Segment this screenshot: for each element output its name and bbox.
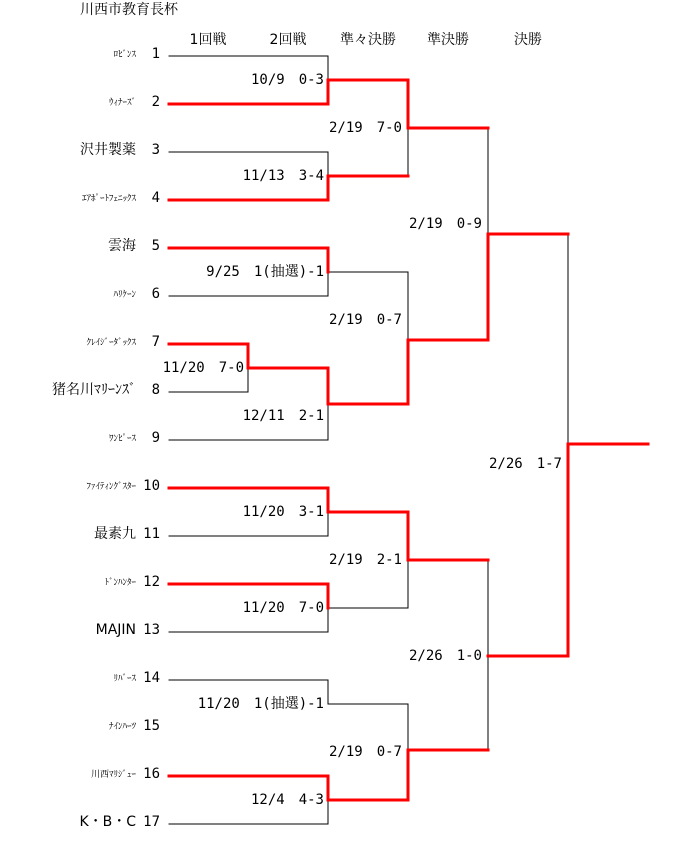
team-name: ﾘﾊﾞｰｽ [113,674,136,684]
winner-path [169,248,328,272]
team-seed: 4 [151,190,160,206]
team-name: ﾄﾞﾝﾊﾝﾀｰ [104,578,136,588]
team-seed: 7 [151,334,160,350]
winner-path [488,444,648,656]
team-name: 猪名川ﾏﾘｰﾝｽﾞ [52,382,136,398]
winner-path [169,234,568,404]
team-seed: 16 [143,766,160,782]
round-header-5: 決勝 [514,32,542,48]
team-seed: 3 [151,142,160,158]
winner-path [169,584,328,608]
match-score: 9/25 1(抽選)-1 [206,264,324,280]
team-name: ﾊﾘｹｰﾝ [113,290,136,300]
match-score: 2/19 7-0 [328,120,402,136]
match-score: 2/19 2-1 [328,552,402,568]
team-name: ｴｱﾎﾟｰﾄﾌｪﾆｯｸｽ [81,194,136,204]
tournament-title: 川西市教育長杯 [80,2,178,18]
match-score: 11/20 7-0 [162,360,244,376]
team-seed: 14 [143,670,160,686]
team-name: 川西ﾏﾘｼﾞｭｰ [90,770,136,780]
match-score: 11/13 3-4 [242,168,324,184]
winner-path [169,176,408,200]
bracket-line [169,608,328,632]
bracket-line [328,512,408,608]
team-name: 最素九 [94,526,136,542]
bracket-line [328,272,408,340]
team-seed: 11 [143,526,160,542]
bracket-line [169,56,328,80]
team-seed: 8 [151,382,160,398]
match-score: 2/26 1-0 [408,648,482,664]
round-header-2: 2回戦 [269,32,307,48]
bracket-line [169,152,328,176]
team-seed: 6 [151,286,160,302]
bracket-line [169,404,328,440]
team-seed: 9 [151,430,160,446]
match-score: 2/19 0-7 [328,744,402,760]
team-seed: 5 [151,238,160,254]
match-score: 11/20 7-0 [242,600,324,616]
match-score: 10/9 0-3 [250,72,324,88]
match-score: 12/4 4-3 [250,792,324,808]
team-seed: 2 [151,94,160,110]
team-seed: 12 [143,574,160,590]
team-name: ｸﾚｲｼﾞｰﾀﾞｯｸｽ [86,338,136,348]
match-score: 2/26 1-7 [488,456,562,472]
winner-path [169,750,488,800]
bracket-line [169,800,328,824]
team-seed: 1 [151,46,160,62]
match-score: 2/19 0-9 [408,216,482,232]
team-name: ﾛﾋﾞﾝｽ [113,50,136,60]
bracket-line [169,680,328,704]
bracket-line [328,128,408,176]
team-seed: 15 [143,718,160,734]
bracket-line [328,704,408,750]
round-header-3: 準々決勝 [340,32,396,48]
team-name: ﾅｲﾝﾊｰﾂ [108,722,136,732]
team-name: 沢井製薬 [80,142,136,158]
team-name: 雲海 [108,238,136,254]
match-score: 2/19 0-7 [328,312,402,328]
team-seed: 17 [143,814,160,830]
team-seed: 13 [143,622,160,638]
bracket-line [408,128,488,234]
match-score: 12/11 2-1 [242,408,324,424]
team-name: MAJIN [95,622,136,638]
round-header-1: 1回戦 [189,32,227,48]
match-score: 11/20 1(抽選)-1 [197,696,324,712]
team-seed: 10 [143,478,160,494]
team-name: ｳｨﾅｰｽﾞ [108,98,136,108]
team-name: K・B・C [79,814,136,830]
match-score: 11/20 3-1 [242,504,324,520]
round-header-4: 準決勝 [427,32,469,48]
team-name: ﾜﾝﾋﾟｰｽ [108,434,136,444]
winner-path [169,80,488,128]
bracket-line [169,368,248,392]
team-name: ﾌｧｲﾃｨﾝｸﾞｽﾀｰ [86,482,136,492]
bracket-line [169,512,328,536]
bracket-line [169,272,328,296]
